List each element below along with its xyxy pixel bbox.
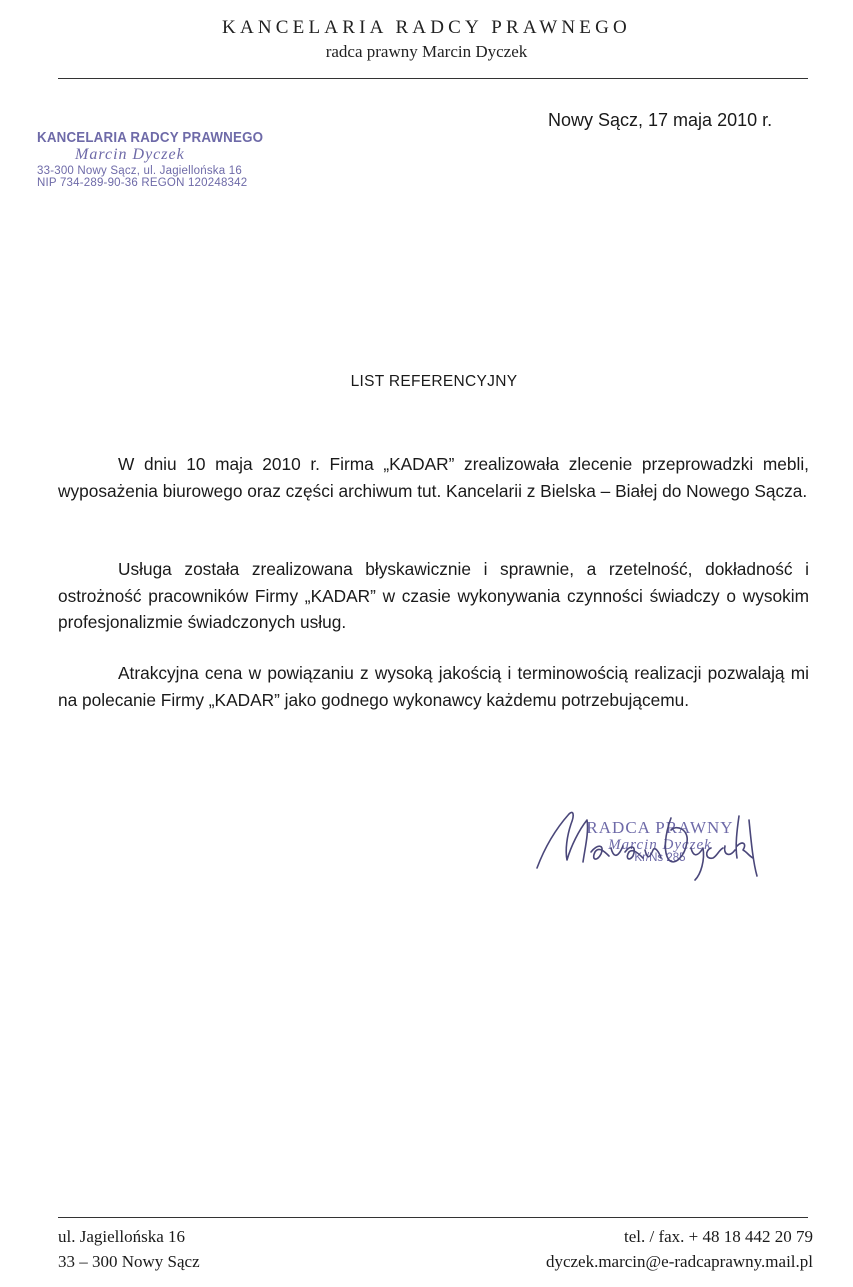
signature-stamp-title: RADCA PRAWNY xyxy=(586,818,734,837)
footer-email: dyczek.marcin@e-radcaprawny.mail.pl xyxy=(545,1252,813,1271)
header-divider xyxy=(58,78,808,79)
signature-stamp-number: Kr/Ns 285 xyxy=(634,852,686,864)
footer-street: ul. Jagiellońska 16 xyxy=(58,1227,186,1246)
stamp-tax-ids: NIP 734-289-90-36 REGON 120248342 xyxy=(37,177,248,189)
stamp-person-name: Marcin Dyczek xyxy=(75,146,185,163)
letter-date: Nowy Sącz, 17 maja 2010 r. xyxy=(548,110,773,130)
letterhead-subtitle: radca prawny Marcin Dyczek xyxy=(325,42,528,61)
body-paragraph-3: Atrakcyjna cena w powiązaniu z wysoką jakością i terminowością realizacji pozwalają mi na polecanie Firmy „KADAR” jako godnego wykonawcy każdemu potrzebującemu. xyxy=(58,663,809,710)
footer-divider xyxy=(58,1217,808,1218)
footer-city: 33 – 300 Nowy Sącz xyxy=(58,1252,200,1271)
document-title: LIST REFERENCYJNY xyxy=(350,373,518,390)
footer-phone: tel. / fax. + 48 18 442 20 79 xyxy=(623,1227,813,1246)
signature-block xyxy=(525,800,765,900)
letterhead-title: KANCELARIA RADCY PRAWNEGO xyxy=(222,17,631,38)
signature-stamp-name: Marcin Dyczek xyxy=(608,837,712,853)
body-paragraph-1: W dniu 10 maja 2010 r. Firma „KADAR” zrealizowała zlecenie przeprowadzki mebli, wyposażenia biurowego oraz części archiwum tut. Kancelarii z Bielska – Białej do Nowego Sącza. xyxy=(58,454,809,501)
handwritten-signature xyxy=(525,800,765,900)
office-stamp xyxy=(37,130,267,189)
body-paragraph-2: Usługa została zrealizowana błyskawicznie i sprawnie, a rzetelność, dokładność i ostrożność pracowników Firmy „KADAR” w czasie wykonywania czynności świadczy o wysokim profesjonalizmie świadczonych usług. xyxy=(58,559,809,632)
stamp-office-name: KANCELARIA RADCY PRAWNEGO xyxy=(37,130,264,146)
stamp-address: 33-300 Nowy Sącz, ul. Jagiellońska 16 xyxy=(37,165,242,177)
